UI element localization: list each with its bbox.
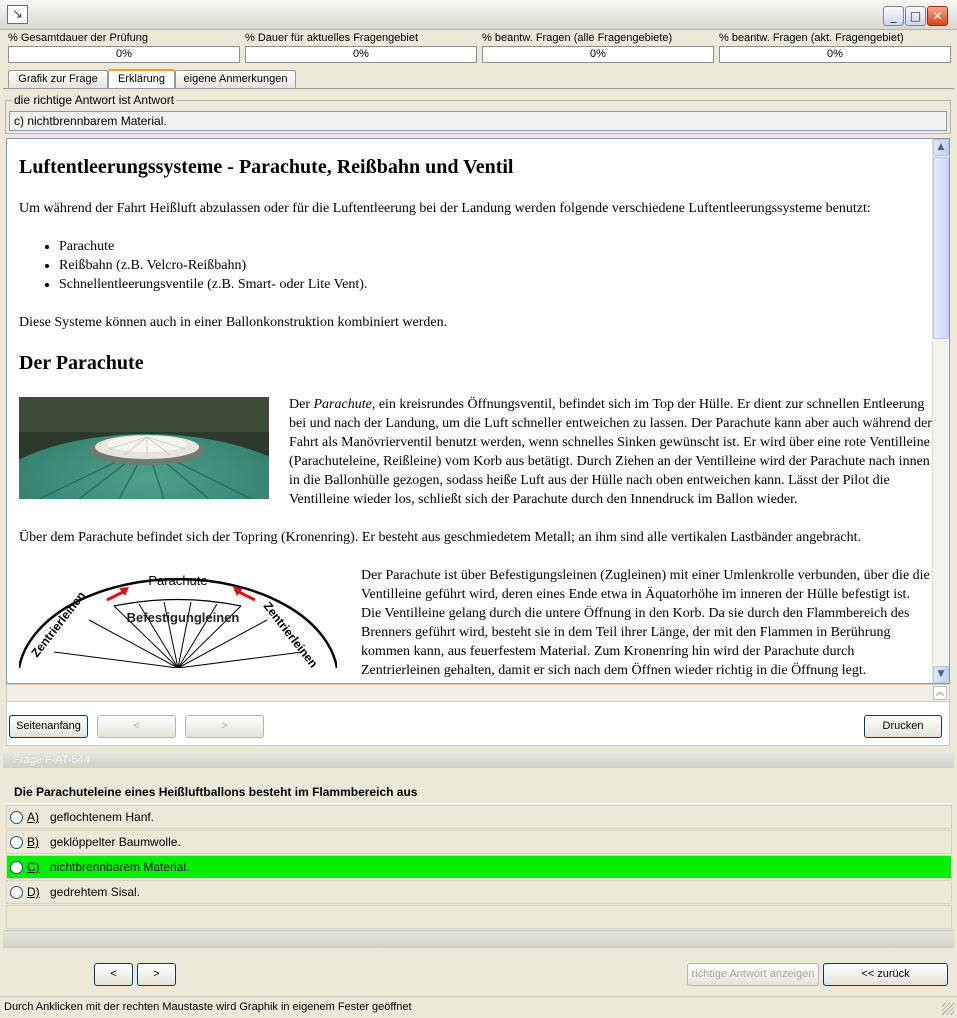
progress-bar: 0% — [719, 46, 951, 63]
restore-arrow-icon[interactable]: ↘ — [7, 5, 28, 24]
section-title: Der Parachute — [19, 352, 144, 374]
tab-erklaerung[interactable]: Erklärung — [108, 69, 175, 89]
scroll-thumb[interactable] — [933, 157, 949, 339]
progress-label: % beantw. Fragen (alle Fragengebiete) — [482, 32, 673, 44]
question-panel — [3, 768, 954, 946]
question-text: Die Parachuteleine eines Heißluftballons besteht im Flammbereich aus — [6, 780, 952, 804]
page-prev-button[interactable]: < — [97, 715, 176, 738]
option-key: B) — [27, 835, 39, 849]
para1-rest: , ein kreisrundes Öffnungsventil, befindet sich im Top der Hülle. Er dient zur schnellen Entleerung bei und nach der Landung, um die Luft schneller entweichen zu lassen. Der Parachute kann aber auch während der Fahrt als Manövrierventil benutzt werden, wenn schnelles Sinken gewünscht ist. Er wird über eine rote Ventilleine (Parachuteleine, Reißleine) vom Korb aus betätigt. Durch Ziehen an der Ventilleine wird der Parachute nach innen in die Ballonhülle gezogen, sodass heiße Luft aus der Hülle nach oben entweichen kann. Lässt der Pilot die Ventilleine wieder los, schließt sich der Parachute durch den Innendruck im Ballon wieder. — [289, 397, 932, 507]
explanation-intro: Um während der Fahrt Heißluft abzulassen oder für die Luftentleerung bei der Landung werden folgende verschiedene Luftentleerungssysteme benutzt: — [19, 201, 871, 216]
option-text: gedrehtem Sisal. — [50, 885, 141, 899]
option-c[interactable] — [6, 855, 952, 879]
option-key: C) — [27, 860, 40, 874]
explanation-combine: Diese Systeme können auch in einer Ballonkonstruktion kombiniert werden. — [19, 315, 448, 330]
tab-anmerkungen[interactable]: eigene Anmerkungen — [175, 70, 296, 89]
parachute-photo[interactable] — [19, 397, 269, 499]
tab-divider — [3, 88, 954, 89]
status-text: Durch Anklicken mit der rechten Maustaste wird Graphik in eigenem Fester geöffnet — [4, 1001, 412, 1013]
system-list — [59, 237, 933, 294]
explanation-nav-row — [6, 702, 950, 746]
progress-label: % beantw. Fragen (akt. Fragengebiet) — [719, 32, 904, 44]
back-button[interactable]: << zurück — [823, 963, 948, 986]
parachute-diagram-graphic — [19, 568, 337, 668]
double-chevron-up-icon[interactable]: ︽ — [933, 686, 947, 700]
correct-answer-legend: die richtige Antwort ist Antwort — [14, 93, 175, 107]
show-answer-button[interactable]: richtige Antwort anzeigen — [687, 963, 819, 986]
progress-topic-duration — [245, 30, 477, 63]
resize-grip-icon[interactable] — [942, 1003, 954, 1015]
option-text: nichtbrennbarem Material. — [50, 860, 190, 874]
progress-label: % Gesamtdauer der Prüfung — [8, 32, 149, 44]
radio-button[interactable] — [10, 811, 23, 824]
list-item: • Schnellentleerungsventile (z.B. Smart- oder Lite Vent). — [59, 275, 933, 294]
progress-bar: 0% — [245, 46, 477, 63]
list-item: • Reißbahn (z.B. Velcro-Reißbahn) — [59, 256, 933, 275]
question-bottom-strip — [3, 930, 954, 948]
tab-grafik[interactable]: Grafik zur Frage — [8, 70, 108, 89]
explanation-title: Luftentleerungssysteme - Parachute, Reißbahn und Ventil — [19, 156, 514, 178]
radio-button[interactable] — [10, 836, 23, 849]
scroll-down-icon[interactable]: ▼ — [933, 666, 949, 683]
progress-answered-all — [482, 30, 714, 63]
option-a[interactable] — [6, 805, 952, 829]
print-button[interactable]: Drucken — [864, 715, 942, 738]
progress-bar: 0% — [8, 46, 240, 63]
explanation-scrollbar[interactable] — [932, 139, 949, 683]
option-d[interactable] — [6, 880, 952, 904]
page-top-button[interactable]: Seitenanfang — [9, 715, 88, 738]
minimize-button[interactable]: _ — [883, 6, 904, 26]
explanation-collapse-bar — [6, 684, 950, 702]
befestigung-paragraph: Der Parachute ist über Befestigungsleinen (Zugleinen) mit einer Umlenkrolle verbunden, über die die Ventilleine geführt wird, deren eines Ende etwa in Äquatorhöhe im inneren der Hülle befestigt ist. Die Ventilleine gelang durch die untere Öffnung in den Korb. Da sie durch den Flammbereich des Brenners geführt wird, besteht sie in dem Teil ihrer Länge, der mit den Flammen in Berührung kommen kann, aus feuerfestem Material. Zum Kronenring hin wird der Parachute durch Zentrierleinen gehalten, damit er sich nach dem Öffnen wieder richtig in die Öffnung legt. — [361, 568, 930, 678]
parachute-diagram[interactable] — [19, 568, 337, 668]
page-next-button[interactable]: > — [185, 715, 264, 738]
explanation-pane[interactable] — [6, 138, 950, 684]
option-key: A) — [27, 810, 39, 824]
list-item: • Parachute — [59, 237, 933, 256]
progress-answered-topic — [719, 30, 951, 63]
option-text: geflochtenem Hanf. — [50, 810, 155, 824]
diagram-label-zentrier-left: Zentrierleinen — [28, 588, 89, 660]
progress-total-duration — [8, 30, 240, 63]
option-key: D) — [27, 885, 40, 899]
parachute-photo-graphic — [19, 397, 269, 499]
correct-answer-field: c) nichtbrennbarem Material. — [9, 111, 947, 131]
correct-answer-group — [5, 93, 951, 134]
explanation-content — [7, 139, 933, 683]
scroll-up-icon[interactable]: ▲ — [933, 139, 949, 156]
option-b[interactable] — [6, 830, 952, 854]
close-button[interactable]: ✕ — [927, 6, 948, 26]
question-header: Frage F-AT-544 — [3, 753, 954, 768]
diagram-label-parachute: Parachute — [148, 573, 208, 588]
prev-question-button[interactable]: < — [94, 963, 133, 986]
para1-prefix: Der — [289, 397, 314, 412]
option-text: geklöppelter Baumwolle. — [50, 835, 181, 849]
next-question-button[interactable]: > — [137, 963, 176, 986]
progress-label: % Dauer für aktuelles Fragengebiet — [245, 32, 419, 44]
diagram-label-zentrier-right: Zentrierleinen — [260, 599, 321, 668]
progress-area — [0, 30, 957, 68]
title-bar — [0, 0, 957, 30]
status-bar — [0, 996, 957, 1018]
topring-paragraph: Über dem Parachute befindet sich der Topring (Kronenring). Er besteht aus geschmiedetem Metall; an ihm sind alle vertikalen Lastbänder angebracht. — [19, 530, 861, 545]
diagram-label-befestigung: Befestigungleinen — [126, 610, 240, 625]
option-empty-row — [6, 905, 952, 929]
maximize-button[interactable]: □ — [905, 6, 926, 26]
progress-bar: 0% — [482, 46, 714, 63]
radio-button[interactable] — [10, 861, 23, 874]
para1-emphasis: Parachute — [313, 397, 372, 412]
radio-button[interactable] — [10, 886, 23, 899]
